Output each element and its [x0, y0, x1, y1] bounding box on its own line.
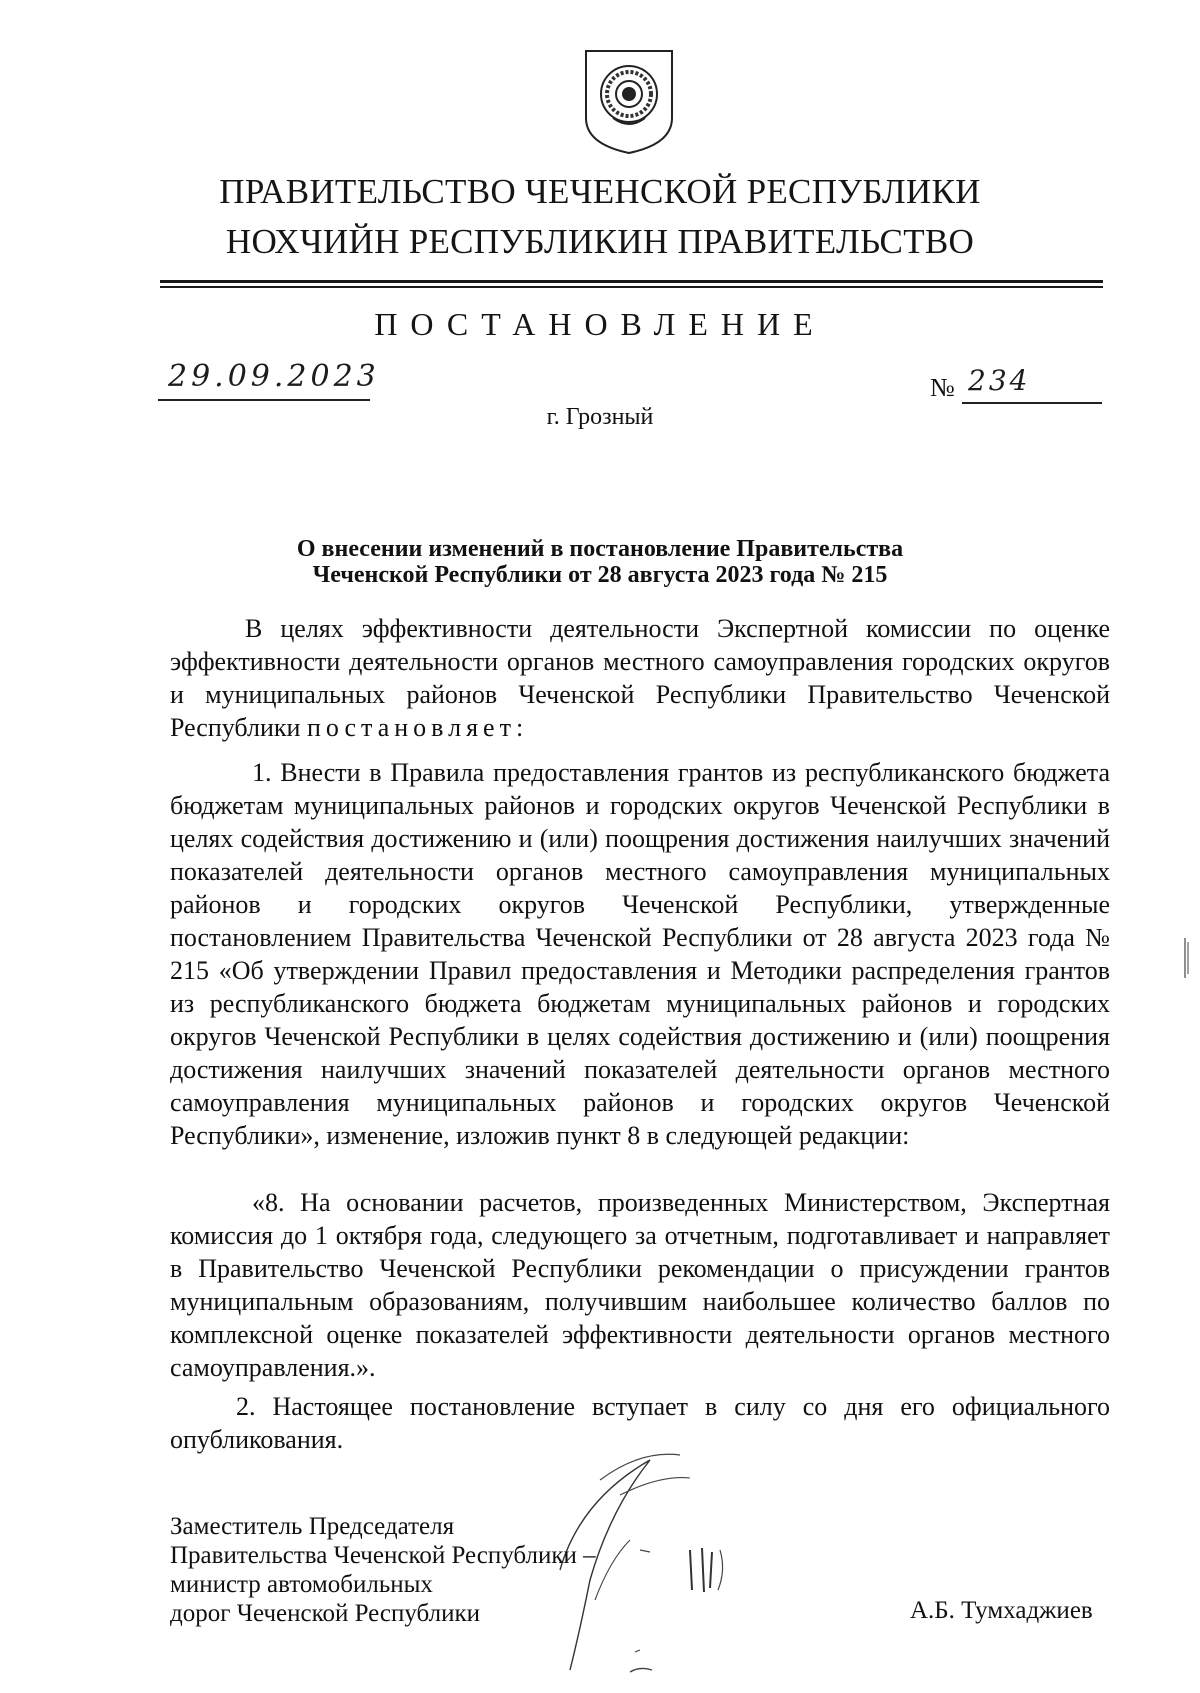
item-2-paragraph: 2. Настоящее постановление вступает в силу со дня его официального опубликования. [170, 1392, 1110, 1454]
title-line-1: О внесении изменений в постановление Правительства [296, 536, 904, 562]
intro-paragraph [170, 612, 1110, 744]
scan-edge-mark [1183, 938, 1189, 978]
intro-verb: постановляет: [306, 713, 529, 742]
document-type-heading: ПОСТАНОВЛЕНИЕ [374, 306, 826, 342]
document-date: 29.09.2023 [168, 359, 380, 394]
signer-position-line-1: Заместитель Председателя [170, 1513, 455, 1540]
title-line-2: Чеченской Республики от 28 августа 2023 года № 215 [312, 562, 888, 588]
document-number: 234 [968, 364, 1031, 397]
signer-position-line-2: Правительства Чеченской Республики – [170, 1542, 596, 1569]
intro-text: В целях эффективности деятельности Экспертной комиссии по оценке эффективности деятельности органов местного самоуправления городских округов и муниципальных районов Чеченской Республики Правительство Чеченской Республики [170, 614, 1110, 742]
date-underline [158, 399, 370, 401]
signer-position [170, 1512, 690, 1628]
signer-name: А.Б. Тумхаджиев [910, 1597, 1093, 1624]
number-label: № [930, 373, 955, 402]
header-divider-thin [160, 286, 1103, 288]
header-divider-thick [160, 280, 1103, 283]
signer-position-line-3: министр автомобильных [170, 1571, 433, 1598]
chechen-republic-emblem-icon [583, 48, 675, 156]
item-8-paragraph: «8. На основании расчетов, произведенных Министерством, Экспертная комиссия до 1 октября года, следующего за отчетным, подготавливает и направляет в Правительство Чеченской Республики рекомендации о присуждении грантов муниципальным образованиям, получившим наибольшее количество баллов по комплексной оценке показателей эффективности деятельности органов местного самоуправления.». [170, 1188, 1110, 1382]
city-line: г. Грозный [546, 404, 654, 430]
government-name-chechen: НОХЧИЙН РЕСПУБЛИКИН ПРАВИТЕЛЬСТВО [225, 222, 975, 261]
signer-position-line-4: дорог Чеченской Республики [170, 1600, 481, 1627]
document-title [200, 536, 1000, 588]
item-1-paragraph: 1. Внести в Правила предоставления грантов из республиканского бюджета бюджетам муниципальных районов и городских округов Чеченской Республики в целях содействия достижению и (или) поощрения достижения наилучших значений показателей деятельности органов местного самоуправления муниципальных районов и городских округов Чеченской Республики, утвержденные постановлением Правительства Чеченской Республики от 28 августа 2023 года № 215 «Об утверждении Правил предоставления и Методики распределения грантов из республиканского бюджета бюджетам муниципальных районов и городских округов Чеченской Республики в целях содействия достижению и (или) поощрения достижения наилучших значений показателей деятельности органов местного самоуправления муниципальных районов и городских округов Чеченской Республики», изменение, изложив пункт 8 в следующей редакции: [170, 758, 1110, 1150]
government-name-russian: ПРАВИТЕЛЬСТВО ЧЕЧЕНСКОЙ РЕСПУБЛИКИ [219, 172, 981, 211]
